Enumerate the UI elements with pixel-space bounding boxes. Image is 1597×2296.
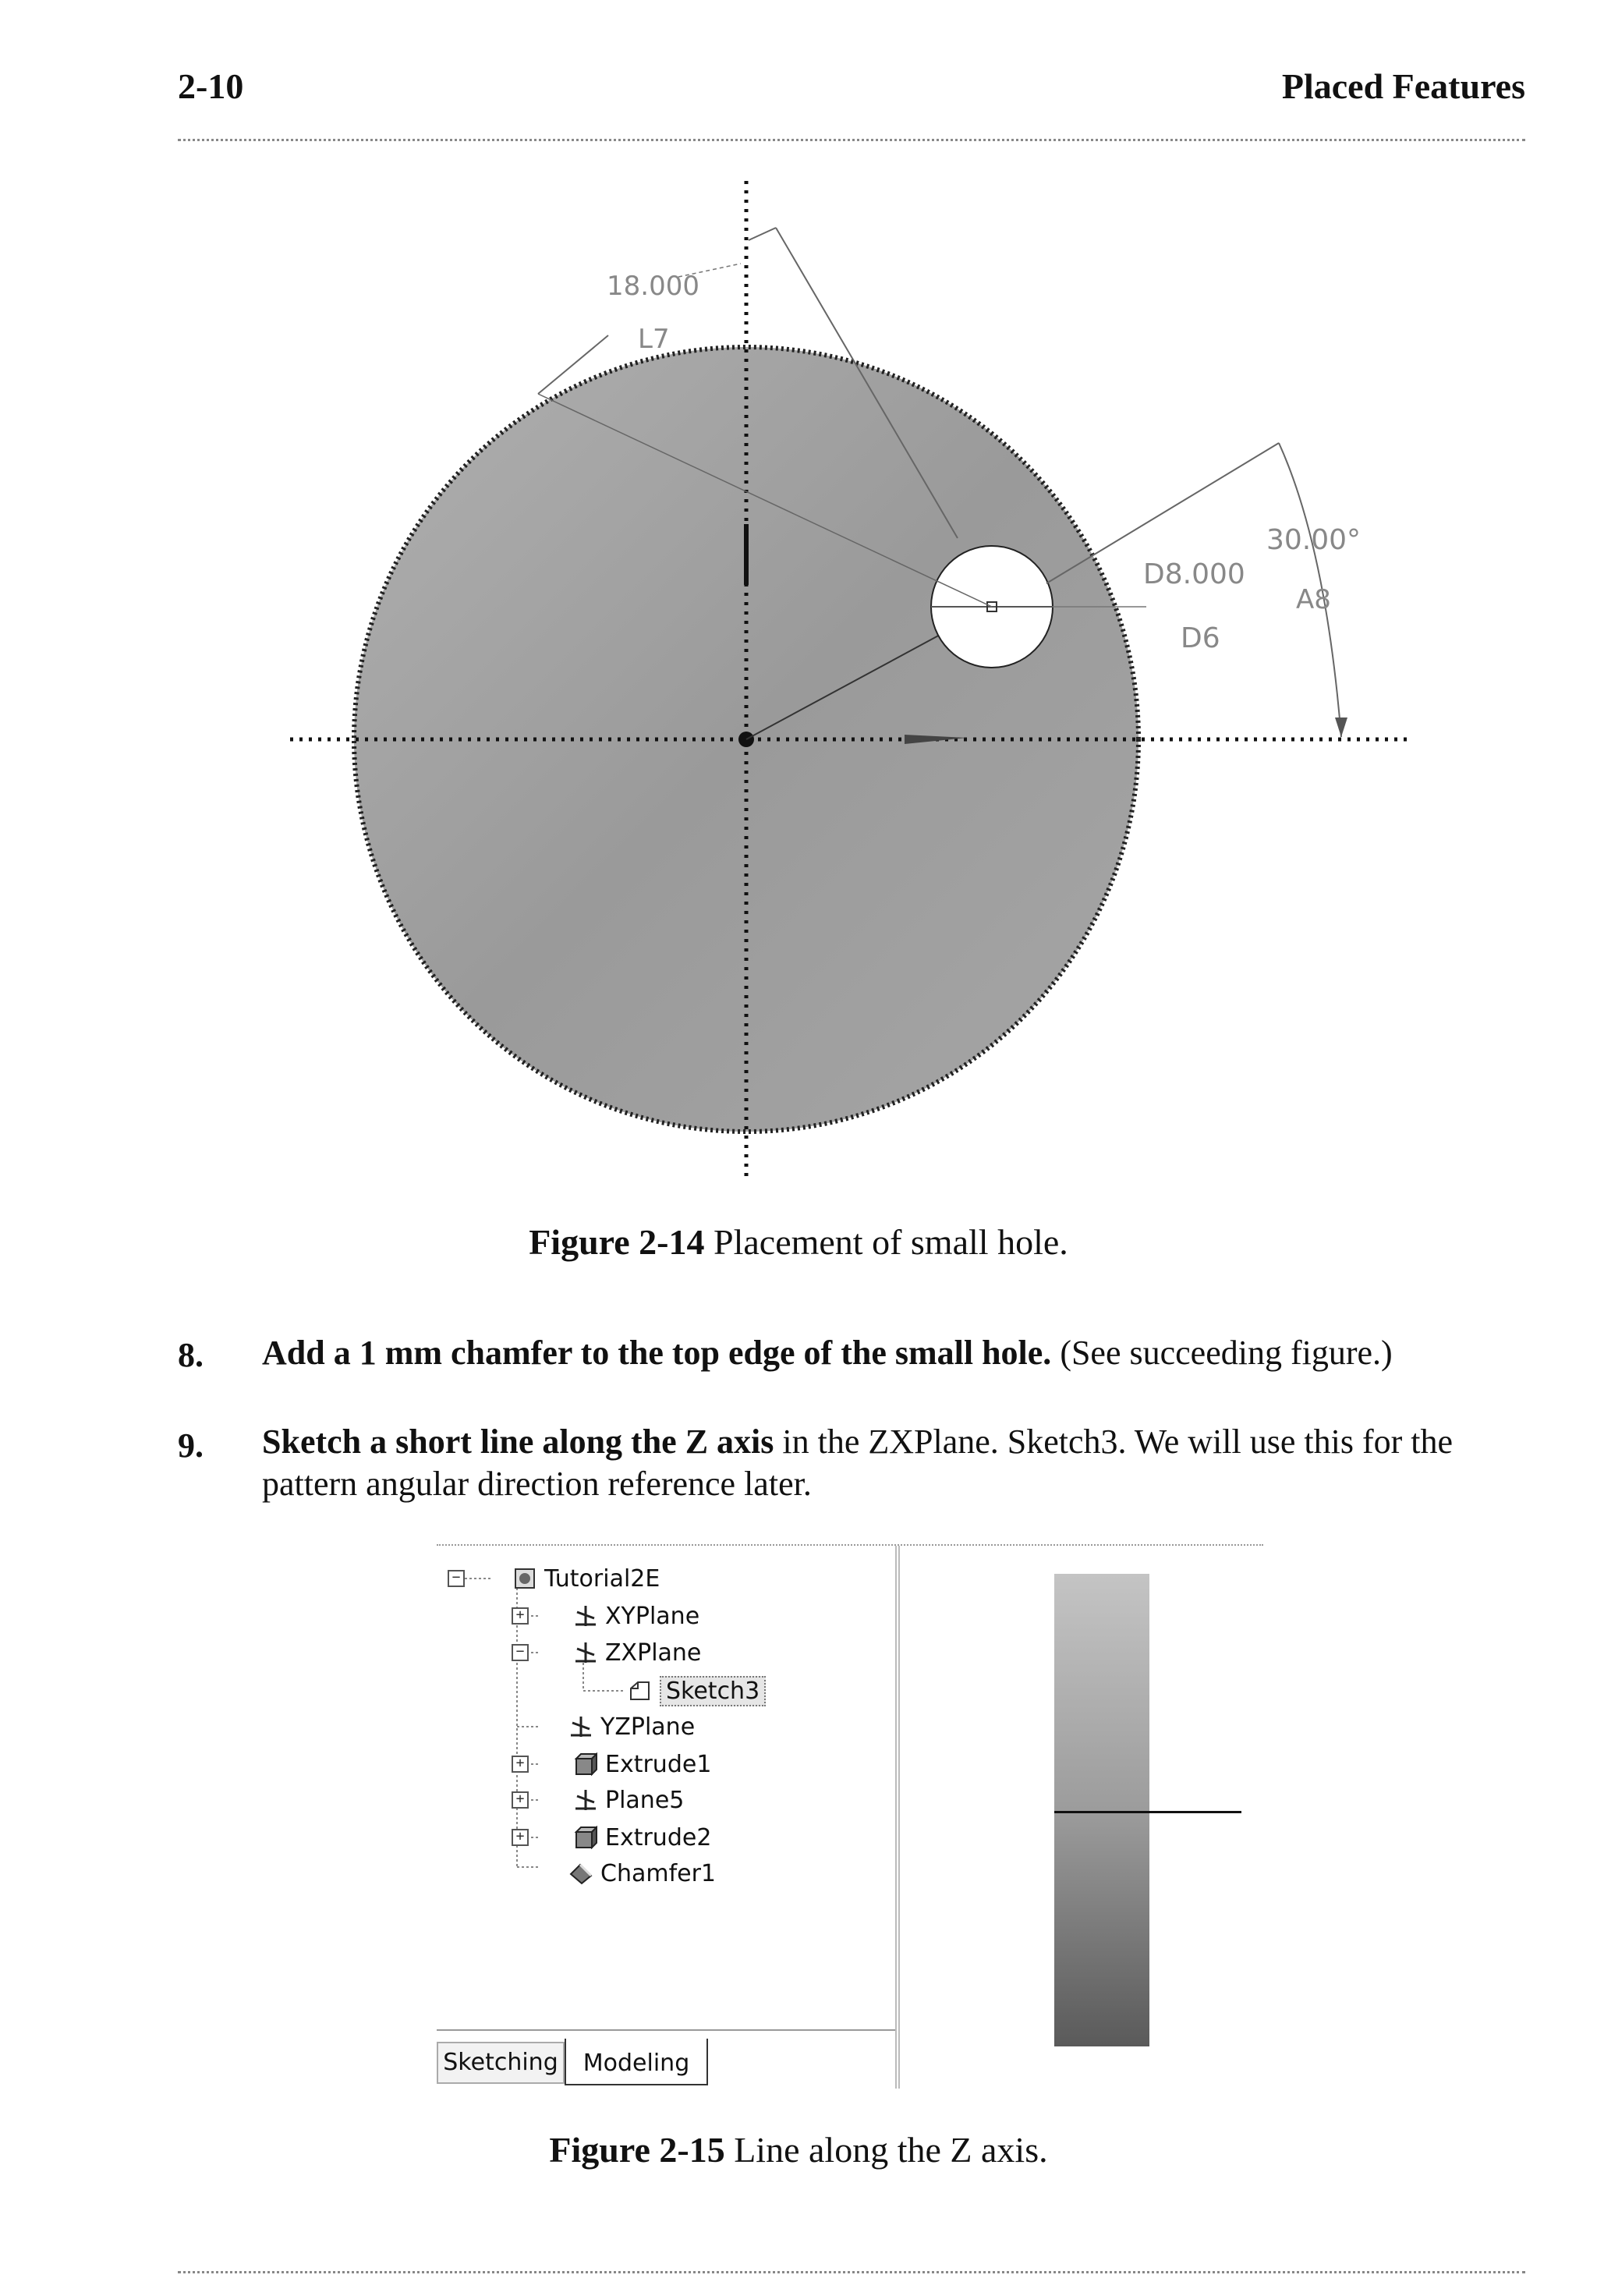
plane-icon bbox=[574, 1604, 597, 1628]
step-9-bold: Sketch a short line along the Z axis bbox=[262, 1423, 774, 1461]
tree-item-label-selected: Sketch3 bbox=[660, 1676, 766, 1706]
plane-icon bbox=[574, 1788, 597, 1812]
collapse-icon[interactable]: − bbox=[448, 1570, 465, 1587]
step-8-bold: Add a 1 mm chamfer to the top edge of the small hole. bbox=[262, 1334, 1052, 1372]
figure-2-14-drawing bbox=[0, 156, 1597, 1201]
angle-param-text: A8 bbox=[1296, 584, 1331, 615]
expand-icon[interactable]: + bbox=[512, 1607, 529, 1625]
tree-item-plane5[interactable] bbox=[512, 1783, 684, 1817]
figure-2-14-text: Placement of small hole. bbox=[704, 1222, 1068, 1262]
collapse-icon[interactable]: − bbox=[512, 1644, 529, 1661]
plane-icon bbox=[569, 1715, 593, 1738]
angle-value-text: 30.00° bbox=[1266, 524, 1362, 556]
expand-icon[interactable]: + bbox=[512, 1756, 529, 1773]
tree-item-tutorial2e[interactable] bbox=[448, 1561, 660, 1596]
header-rule bbox=[178, 139, 1525, 141]
tree-item-sketch3[interactable] bbox=[629, 1674, 766, 1708]
figure-2-14-label: Figure 2-14 bbox=[529, 1222, 705, 1262]
step-8-rest: (See succeeding figure.) bbox=[1051, 1334, 1393, 1372]
step-8-number: 8. bbox=[178, 1336, 204, 1374]
figure-2-15-label: Figure 2-15 bbox=[549, 2130, 725, 2170]
tree-item-label: YZPlane bbox=[600, 1713, 696, 1741]
figure-2-15-panel bbox=[437, 1544, 1263, 2092]
sketch-icon bbox=[629, 1679, 652, 1703]
part-icon bbox=[513, 1567, 536, 1590]
tree-item-label: Tutorial2E bbox=[544, 1564, 660, 1593]
tree-item-chamfer1[interactable] bbox=[538, 1856, 716, 1890]
extrude-icon bbox=[574, 1826, 597, 1849]
angle-arrowhead bbox=[1335, 718, 1347, 737]
footer-rule bbox=[178, 2271, 1525, 2273]
step-9-text bbox=[262, 1421, 1525, 1505]
step-9-rest: in the ZXPlane. Sketch3. We will use this for the pattern angular direction reference later. bbox=[262, 1423, 1454, 1503]
tab-modeling[interactable]: Modeling bbox=[565, 2039, 708, 2085]
plane-icon bbox=[574, 1641, 597, 1664]
expand-icon[interactable]: + bbox=[512, 1791, 529, 1809]
extrude-icon bbox=[574, 1752, 597, 1776]
step-9-number: 9. bbox=[178, 1426, 204, 1465]
figure-2-14-caption bbox=[0, 1221, 1597, 1263]
tree-item-label: Plane5 bbox=[605, 1786, 685, 1814]
extension-tick bbox=[749, 228, 776, 240]
tree-item-label: Extrude1 bbox=[605, 1750, 712, 1778]
step-8-text bbox=[262, 1332, 1525, 1374]
tab-bar bbox=[437, 2029, 895, 2090]
diameter-param-text: D6 bbox=[1181, 622, 1220, 654]
chapter-title: Placed Features bbox=[1281, 66, 1525, 106]
model-tree-pane bbox=[437, 1546, 900, 2089]
expand-icon[interactable]: + bbox=[512, 1829, 529, 1846]
tree-item-yzplane[interactable] bbox=[538, 1710, 695, 1744]
diameter-value-text: D8.000 bbox=[1143, 558, 1245, 590]
graphics-viewport[interactable] bbox=[901, 1546, 1263, 2089]
figure-2-15-caption bbox=[0, 2129, 1597, 2170]
tab-sketching[interactable]: Sketching bbox=[437, 2042, 565, 2084]
tree-item-label: ZXPlane bbox=[605, 1639, 702, 1667]
tree-item-label: Extrude2 bbox=[605, 1823, 712, 1851]
tree-item-zxplane[interactable] bbox=[512, 1635, 701, 1670]
chamfer-icon bbox=[569, 1862, 593, 1885]
radius-param-text: L7 bbox=[638, 324, 670, 355]
radius-value-text: 18.000 bbox=[607, 271, 699, 302]
part-section-view bbox=[1054, 1574, 1149, 2046]
tree-item-extrude1[interactable] bbox=[512, 1747, 711, 1781]
tree-item-xyplane[interactable] bbox=[512, 1599, 699, 1633]
page-number: 2-10 bbox=[178, 66, 244, 106]
figure-2-15-text: Line along the Z axis. bbox=[724, 2130, 1048, 2170]
tree-item-label: Chamfer1 bbox=[600, 1859, 717, 1887]
z-axis-sketch-line bbox=[1054, 1811, 1241, 1813]
tree-item-label: XYPlane bbox=[605, 1602, 700, 1630]
tree-item-extrude2[interactable] bbox=[512, 1820, 711, 1855]
